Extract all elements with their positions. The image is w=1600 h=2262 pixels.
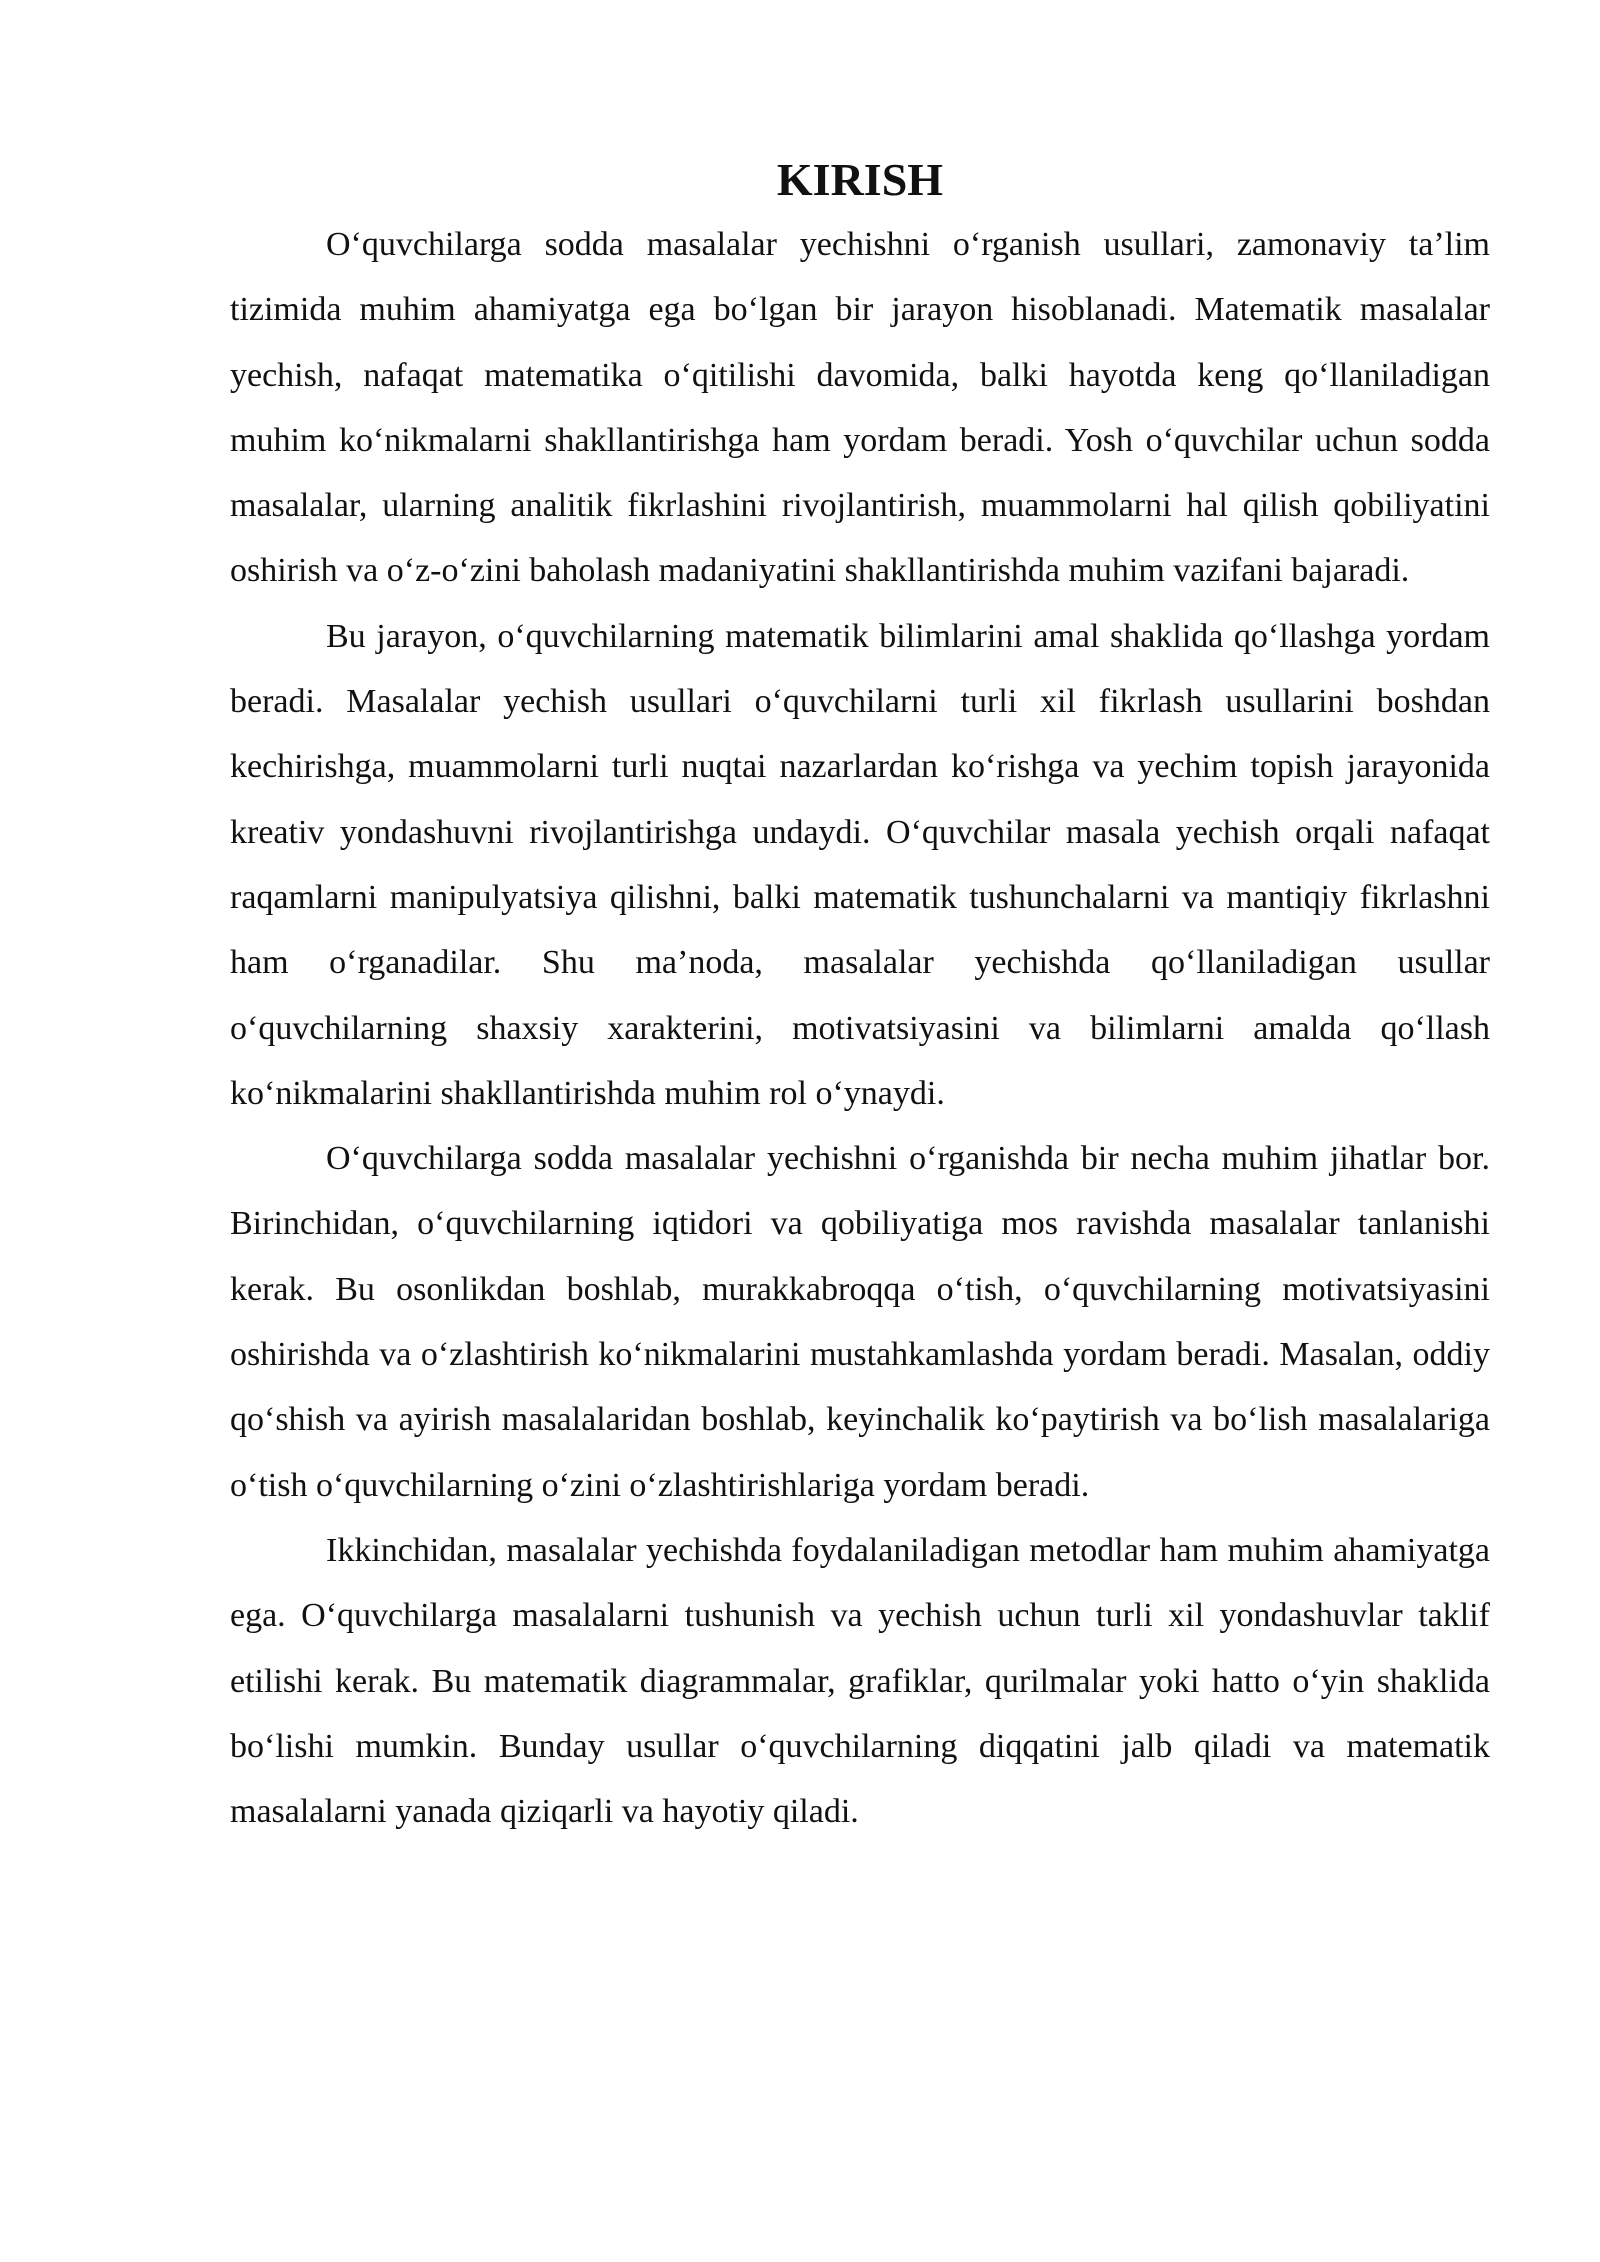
- paragraph-2: Bu jarayon, o‘quvchilarning matematik bilimlarini amal shaklida qo‘llashga yordam beradi. Masalalar yechish usullari o‘quvchilarni turli xil fikrlash usullarini boshdan kechirishga, muammolarni turli nuqtai nazarlardan ko‘rishga va yechim topish jarayonida kreativ yondashuvni rivojlantirishga undaydi. O‘quvchilar masala yechish orqali nafaqat raqamlarni manipulyatsiya qilishni, balki matematik tushunchalarni va mantiqiy fikrlashni ham o‘rganadilar. Shu ma’noda, masalalar yechishda qo‘llaniladigan usullar o‘quvchilarning shaxsiy xarakterini, motivatsiyasini va bilimlarni amalda qo‘llash ko‘nikmalarini shakllantirishda muhim rol o‘ynaydi.: [230, 617, 1490, 1112]
- document-page: [230, 150, 1490, 1844]
- page-title: KIRISH: [776, 154, 944, 205]
- paragraph-4: Ikkinchidan, masalalar yechishda foydalaniladigan metodlar ham muhim ahamiyatga ega. O‘quvchilarga masalalarni tushunish va yechish uchun turli xil yondashuvlar taklif etilishi kerak. Bu matematik diagrammalar, grafiklar, qurilmalar yoki hatto o‘yin shaklida bo‘lishi mumkin. Bunday usullar o‘quvchilarning diqqatini jalb qiladi va matematik masalalarni yanada qiziqarli va hayotiy qiladi.: [230, 1531, 1490, 1831]
- paragraph-1: O‘quvchilarga sodda masalalar yechishni o‘rganish usullari, zamonaviy ta’lim tizimida muhim ahamiyatga ega bo‘lgan bir jarayon hisoblanadi. Matematik masalalar yechish, nafaqat matematika o‘qitilishi davomida, balki hayotda keng qo‘llaniladigan muhim ko‘nikmalarni shakllantirishga ham yordam beradi. Yosh o‘quvchilar uchun sodda masalalar, ularning analitik fikrlashini rivojlantirish, muammolarni hal qilish qobiliyatini oshirish va o‘z-o‘zini baholash madaniyatini shakllantirishda muhim vazifani bajaradi.: [230, 226, 1490, 590]
- paragraph-3: O‘quvchilarga sodda masalalar yechishni o‘rganishda bir necha muhim jihatlar bor. Birinchidan, o‘quvchilarning iqtidori va qobiliyatiga mos ravishda masalalar tanlanishi kerak. Bu osonlikdan boshlab, murakkabroqqa o‘tish, o‘quvchilarning motivatsiyasini oshirishda va o‘zlashtirish ko‘nikmalarini mustahkamlashda yordam beradi. Masalan, oddiy qo‘shish va ayirish masalalaridan boshlab, keyinchalik ko‘paytirish va bo‘lish masalalariga o‘tish o‘quvchilarning o‘zini o‘zlashtirishlariga yordam beradi.: [230, 1140, 1490, 1504]
